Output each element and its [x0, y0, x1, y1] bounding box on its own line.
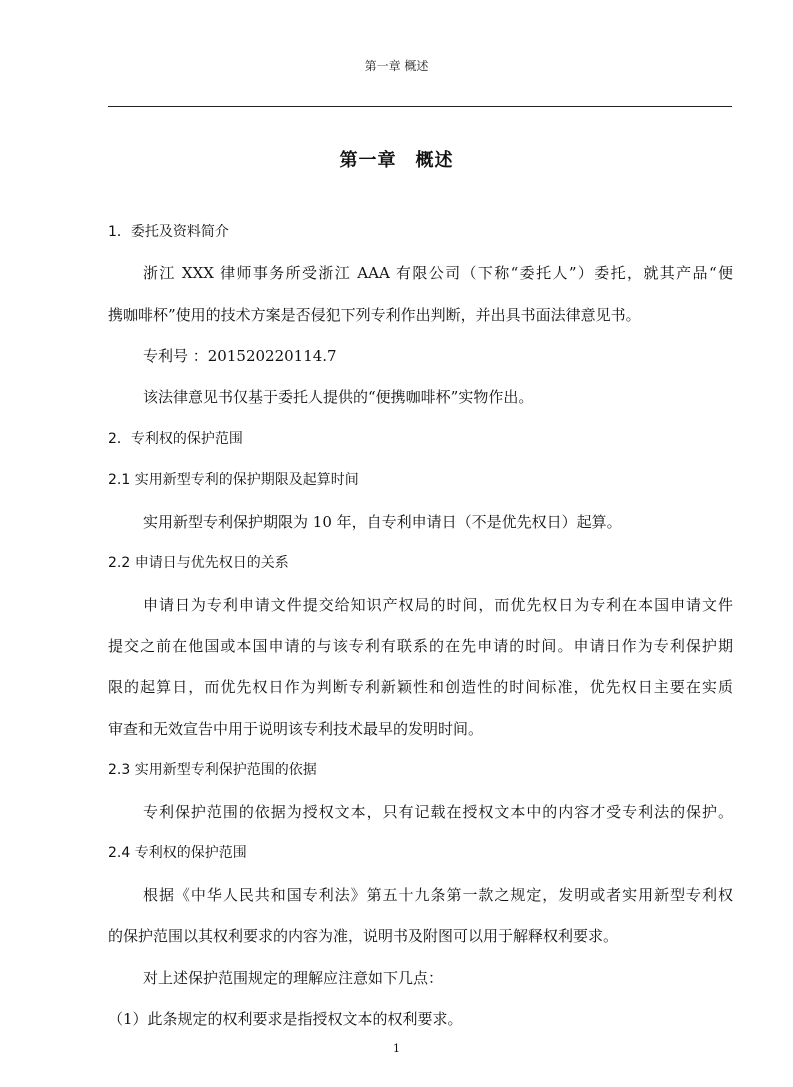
section-1-paragraph-line: 浙江 XXX 律师事务所受浙江 AAA 有限公司（下称“委托人”）委托，就其产品“便 [143, 264, 733, 282]
chapter-title: 第一章 概述 [339, 150, 454, 171]
section-1-paragraph-line: 携咖啡杯”使用的技术方案是否侵犯下列专利作出判断，并出具书面法律意见书。 [108, 306, 641, 324]
section-2-2-line: 审查和无效宣告中用于说明该专利技术最早的发明时间。 [108, 720, 484, 738]
section-1-basis-paragraph: 该法律意见书仅基于委托人提供的“便携咖啡杯”实物作出。 [143, 388, 534, 406]
header-rule [108, 106, 732, 107]
section-2-2-line: 申请日为专利申请文件提交给知识产权局的时间，而优先权日为专利在本国申请文件 [143, 596, 733, 614]
section-2-1-text: 实用新型专利保护期限为 10 年，自专利申请日（不是优先权日）起算。 [143, 513, 622, 531]
section-2-4-line: 的保护范围以其权利要求的内容为准，说明书及附图可以用于解释权利要求。 [108, 927, 619, 945]
running-header: 第一章 概述 [364, 59, 429, 73]
patent-number: 专利号 ：201520220114.7 [143, 347, 337, 365]
section-2-4-heading: 2.4 专利权的保护范围 [108, 845, 247, 861]
section-2-2-line: 提交之前在他国或本国申请的与该专利有联系的在先申请的时间。申请日作为专利保护期 [108, 637, 733, 655]
section-2-1-heading: 2.1 实用新型专利的保护期限及起算时间 [108, 472, 359, 488]
section-2-heading: 2．专利权的保护范围 [108, 431, 243, 447]
section-2-4-list-item: （1）此条规定的权利要求是指授权文本的权利要求。 [108, 1010, 463, 1028]
section-2-4-line: 根据《中华人民共和国专利法》第五十九条第一款之规定，发明或者实用新型专利权 [143, 886, 733, 904]
section-2-3-heading: 2.3 实用新型专利保护范围的依据 [108, 762, 317, 778]
section-2-4-line: 对上述保护范围规定的理解应注意如下几点： [143, 969, 444, 987]
section-1-heading: 1．委托及资料简介 [108, 224, 229, 240]
section-2-2-heading: 2.2 申请日与优先权日的关系 [108, 555, 289, 571]
page-number: 1 [393, 1042, 400, 1055]
section-2-2-line: 限的起算日，而优先权日作为判断专利新颖性和创造性的时间标准，优先权日主要在实质 [108, 678, 733, 696]
section-2-3-text: 专利保护范围的依据为授权文本，只有记载在授权文本中的内容才受专利法的保护。 [143, 803, 733, 821]
